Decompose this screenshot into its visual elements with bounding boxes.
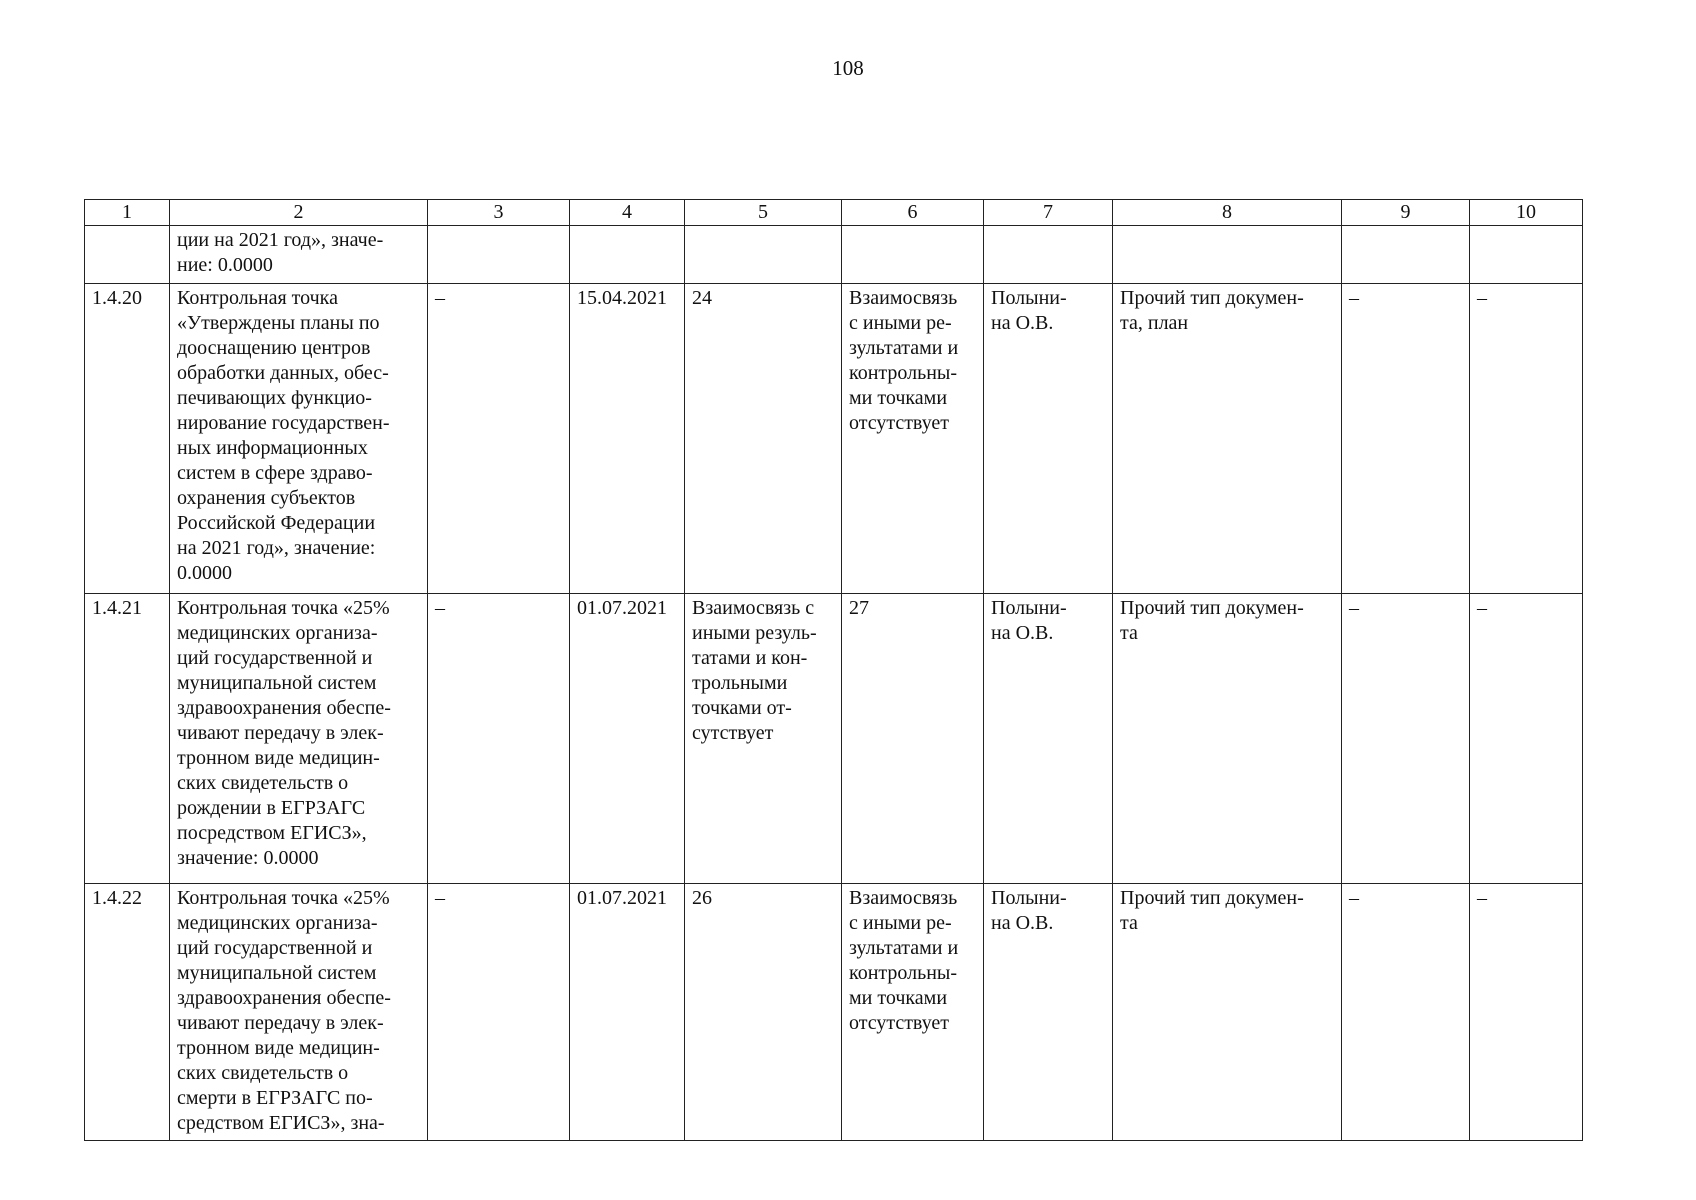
- column-header-8: 8: [1113, 200, 1342, 226]
- cell-col9: –: [1342, 594, 1470, 884]
- cell-number: 1.4.22: [85, 884, 170, 1141]
- cell-col3: –: [428, 884, 570, 1141]
- cell-number: 1.4.21: [85, 594, 170, 884]
- column-header-1: 1: [85, 200, 170, 226]
- cell-col5: [685, 226, 842, 284]
- table-row: [85, 226, 1583, 284]
- page-number: 108: [832, 56, 864, 80]
- cell-col3: –: [428, 284, 570, 594]
- cell-col5: 26: [685, 884, 842, 1141]
- table-header-row: [85, 200, 1583, 226]
- cell-col5: Взаимосвязь с иными резуль- татами и кон- трольными точками от- сутствует: [685, 594, 842, 884]
- cell-col6: 27: [842, 594, 984, 884]
- cell-number: 1.4.20: [85, 284, 170, 594]
- cell-col10: –: [1470, 284, 1583, 594]
- cell-description: Контрольная точка «Утверждены планы по дооснащению центров обработки данных, обес- печивающих функцио- нирование государствен- ных информационных систем в сфере здраво- охранения субъектов Российской Федерации на 2021 год», значение: 0.0000: [170, 284, 428, 594]
- cell-col3: –: [428, 594, 570, 884]
- column-header-4: 4: [570, 200, 685, 226]
- cell-responsible: Полыни- на О.В.: [984, 284, 1113, 594]
- cell-date: 01.07.2021: [570, 884, 685, 1141]
- cell-col10: [1470, 226, 1583, 284]
- column-header-3: 3: [428, 200, 570, 226]
- cell-col9: –: [1342, 884, 1470, 1141]
- cell-col10: –: [1470, 594, 1583, 884]
- cell-number: [85, 226, 170, 284]
- cell-description: Контрольная точка «25% медицинских организа- ций государственной и муниципальной систем здравоохранения обеспе- чивают передачу в элек- тронном виде медицин- ских свидетельств о смерти в ЕГРЗАГС по- средством ЕГИСЗ», зна-: [170, 884, 428, 1141]
- cell-responsible: Полыни- на О.В.: [984, 594, 1113, 884]
- table-row: [85, 884, 1583, 1141]
- column-header-2: 2: [170, 200, 428, 226]
- table-row: [85, 284, 1583, 594]
- column-header-9: 9: [1342, 200, 1470, 226]
- cell-col9: –: [1342, 284, 1470, 594]
- cell-document-type: [1113, 226, 1342, 284]
- cell-col6: Взаимосвязь с иными ре- зультатами и контрольны- ми точками отсутствует: [842, 884, 984, 1141]
- cell-document-type: Прочий тип докумен- та, план: [1113, 284, 1342, 594]
- cell-date: 01.07.2021: [570, 594, 685, 884]
- cell-document-type: Прочий тип докумен- та: [1113, 884, 1342, 1141]
- table-row: [85, 594, 1583, 884]
- cell-responsible: [984, 226, 1113, 284]
- cell-description: Контрольная точка «25% медицинских организа- ций государственной и муниципальной систем здравоохранения обеспе- чивают передачу в элек- тронном виде медицин- ских свидетельств о рождении в ЕГРЗАГС посредством ЕГИСЗ», значение: 0.0000: [170, 594, 428, 884]
- cell-col6: [842, 226, 984, 284]
- cell-description: ции на 2021 год», значе- ние: 0.0000: [170, 226, 428, 284]
- column-header-5: 5: [685, 200, 842, 226]
- cell-date: [570, 226, 685, 284]
- cell-responsible: Полыни- на О.В.: [984, 884, 1113, 1141]
- cell-col10: –: [1470, 884, 1583, 1141]
- cell-col3: [428, 226, 570, 284]
- cell-document-type: Прочий тип докумен- та: [1113, 594, 1342, 884]
- cell-col9: [1342, 226, 1470, 284]
- column-header-10: 10: [1470, 200, 1583, 226]
- cell-col6: Взаимосвязь с иными ре- зультатами и контрольны- ми точками отсутствует: [842, 284, 984, 594]
- cell-date: 15.04.2021: [570, 284, 685, 594]
- cell-col5: 24: [685, 284, 842, 594]
- data-table: [84, 199, 1583, 1141]
- column-header-6: 6: [842, 200, 984, 226]
- column-header-7: 7: [984, 200, 1113, 226]
